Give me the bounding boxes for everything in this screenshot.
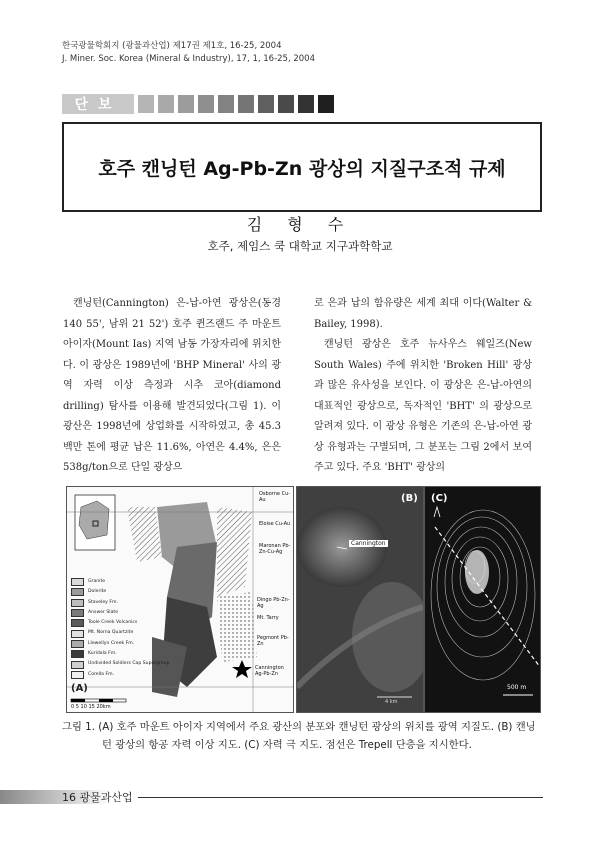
- cannington-callout: Cannington: [351, 540, 386, 547]
- title-box: [62, 122, 542, 212]
- decorative-square: [198, 95, 214, 113]
- legend-label: Mt. Norna Quartzite: [88, 630, 134, 636]
- section-bar: [62, 94, 334, 114]
- legend-label: Staveley Fm.: [88, 599, 118, 605]
- journal-name: 광물과산업: [79, 791, 133, 804]
- legend-item: [71, 608, 169, 618]
- page-footer: [62, 789, 133, 805]
- caption-line: 그림 1. (A) 호주 마운트 아이자 지역에서 주요 광산의 분포와 캔닝턴 광상의 위치를 광역 지질도. (B) 캔닝: [62, 721, 536, 733]
- map-label: Pegmont Pb-Zn: [257, 635, 289, 647]
- legend-swatch: [71, 671, 84, 679]
- legend-label: Answer Slate: [88, 609, 119, 615]
- pole-map-image: [425, 487, 540, 712]
- legend-swatch: [71, 640, 84, 648]
- decorative-square: [218, 95, 234, 113]
- legend-item: [71, 598, 169, 608]
- section-tag: 단보: [62, 94, 134, 114]
- legend-label: Toole Creek Volcanics: [88, 620, 138, 626]
- map-label: Maronan Pb-Zn-Cu-Ag: [259, 543, 291, 555]
- decorative-square: [278, 95, 294, 113]
- legend-item: [71, 670, 169, 680]
- scale-bar-label: 4 km: [385, 699, 398, 705]
- panel-c-label: (C): [431, 493, 448, 504]
- map-label: Dingo Pb-Zn-Ag: [257, 597, 290, 609]
- legend-label: Kuridala Fm.: [88, 651, 117, 657]
- legend-item: [71, 628, 169, 638]
- journal-header-korean: 한국광물학회지 (광물과산업) 제17권 제1호, 16-25, 2004: [62, 41, 282, 51]
- journal-header: [62, 40, 315, 66]
- body-right-column: [314, 294, 532, 479]
- article-title: 호주 캔닝턴 Ag-Pb-Zn 광상의 지질구조적 규제: [98, 157, 506, 180]
- legend-item: [71, 618, 169, 628]
- panel-a-label: (A): [71, 683, 88, 694]
- legend-label: Llewellyn Creek Fm.: [88, 640, 135, 646]
- body-paragraph: 캔닝턴 광상은 호주 뉴사우스 웨일즈(New South Wales) 주에 위치한 'Broken Hill' 광상과 많은 유사성을 보인다. 이 광상은 은-납-아연의 대표적인 광상으로, 독자적인 'BHT' 의 광상으로 알려져 있다. 이 광상 유형은 기존의 은-납-아연 광상 유형과는 구별되며, 그 분포는 그림 2에서 보여주고 있다. 주요 'BHT' 광상의: [314, 339, 532, 473]
- legend-label: Corella Fm.: [88, 671, 115, 677]
- legend-swatch: [71, 619, 84, 627]
- decorative-square: [178, 95, 194, 113]
- aeromagnetic-image: [297, 487, 423, 712]
- map-label: Mt. Tarry: [257, 615, 279, 621]
- author-name: 김 형 수: [246, 215, 354, 234]
- figure-panel-c-pole-map: [424, 486, 541, 713]
- legend-swatch: [71, 630, 84, 638]
- decorative-square: [158, 95, 174, 113]
- body-paragraph: 로 은과 납의 함유량은 세계 최대 이다(Walter & Bailey, 1998).: [314, 298, 532, 330]
- legend-item: [71, 649, 169, 659]
- legend-swatch: [71, 661, 84, 669]
- panel-b-label: (B): [401, 493, 418, 504]
- decorative-square: [138, 95, 154, 113]
- map-label: Osborne Cu-Au: [259, 491, 291, 503]
- decorative-square: [318, 95, 334, 113]
- decorative-square: [258, 95, 274, 113]
- map-legend: [71, 577, 169, 680]
- map-label: Cannington Ag-Pb-Zn: [255, 665, 284, 677]
- legend-swatch: [71, 650, 84, 658]
- legend-swatch: [71, 609, 84, 617]
- legend-label: Dolerite: [88, 589, 107, 595]
- legend-swatch: [71, 599, 84, 607]
- legend-label: Undivided Soldiers Cap Supergroup: [88, 661, 170, 667]
- caption-line: 턴 광상의 항공 자력 이상 지도. (C) 자력 극 지도. 점선은 Trepell 단층을 지시한다.: [102, 739, 472, 751]
- legend-item: [71, 659, 169, 669]
- scale-bar-label: 0 5 10 15 20km: [71, 704, 111, 710]
- journal-header-english: J. Miner. Soc. Korea (Mineral & Industry), 17, 1, 16-25, 2004: [62, 54, 315, 64]
- legend-swatch: [71, 588, 84, 596]
- page-number: 16: [62, 791, 76, 804]
- legend-item: [71, 587, 169, 597]
- scale-bar-label: 500 m: [507, 684, 527, 691]
- figure-panel-a-geologic-map: [66, 486, 294, 713]
- author-affiliation: 호주, 제임스 쿡 대학교 지구과학학교: [207, 239, 393, 253]
- decorative-squares: [134, 95, 334, 113]
- figure-caption: [62, 718, 540, 754]
- legend-swatch: [71, 578, 84, 586]
- decorative-square: [298, 95, 314, 113]
- map-label: Eloise Cu-Au: [259, 521, 291, 527]
- body-paragraph: 캔닝턴(Cannington) 은-납-아연 광상은(동경 140 55', 남위 21 52') 호주 퀸즈랜드 주 마운트 아이자(Mount Ias) 지역 남동 가장자리에 위치한다. 이 광상은 1989년에 'BHP Mineral' 사의 광역 자력 이상 측정과 시추 코아(diamond drilling) 탐사를 이용해 발견되었다(그림 1). 이 광산은 1998년에 상업화를 시작하였고, 총 45.3백만 톤에 평균 납은 11.6%, 아연은 4.4%, 은은 538g/ton으로 단일 광상으: [63, 298, 281, 473]
- legend-item: [71, 639, 169, 649]
- legend-item: [71, 577, 169, 587]
- legend-label: Granite: [88, 579, 106, 584]
- decorative-square: [238, 95, 254, 113]
- footer-rule: [138, 797, 543, 798]
- body-left-column: [63, 294, 281, 479]
- figure-panel-b-magnetic-map: [296, 486, 424, 713]
